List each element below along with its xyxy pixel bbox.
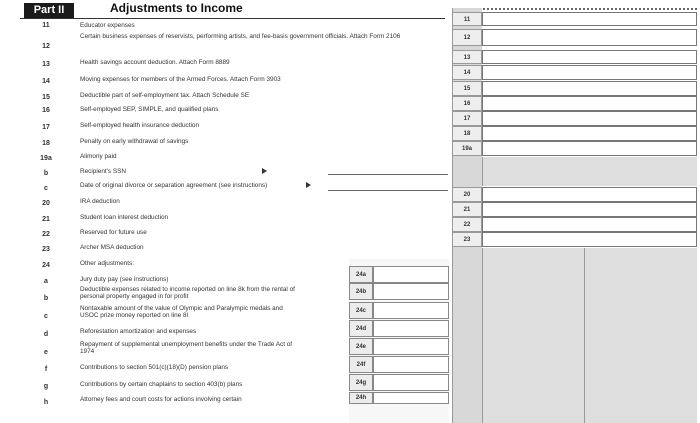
line-22-amount-field[interactable]	[482, 217, 697, 232]
line-num: 16	[42, 107, 50, 114]
subline-number-box: 24e	[349, 338, 373, 355]
line-label: Self-employed SEP, SIMPLE, and qualified plans	[80, 106, 219, 113]
line-label: Date of original divorce or separation agreement (see instructions)	[80, 182, 268, 189]
line-num: c	[44, 313, 48, 320]
line-num: h	[43, 399, 49, 406]
line-label: Jury duty pay (see instructions)	[80, 276, 169, 283]
line-label: Certain business expenses of reservists, performing artists, and fee-basis government officials. Attach Form 2106	[80, 33, 401, 40]
arrow-right-icon	[306, 182, 311, 188]
line-num: e	[44, 349, 48, 356]
line-num: f	[44, 366, 48, 373]
line-label: Contributions by certain chaplains to section 403(b) plans	[80, 381, 243, 388]
line-11-amount-field[interactable]	[482, 12, 697, 26]
right-line-number: 17	[452, 111, 482, 126]
column-divider	[584, 248, 585, 423]
line-label: Educator expenses	[80, 22, 135, 29]
line-label: Deductible part of self-employment tax. Attach Schedule SE	[80, 92, 250, 99]
right-line-number: 21	[452, 202, 482, 217]
right-line-number: 22	[452, 217, 482, 232]
line-24e-field[interactable]	[373, 338, 449, 355]
shaded-area	[482, 248, 697, 423]
line-label: Contributions to section 501(c)(18)(D) pension plans	[80, 364, 229, 371]
line-label: Nontaxable amount of the value of Olympic and Paralympic medals and USOC prize money reported on line 8l	[80, 305, 283, 320]
line-15-amount-field[interactable]	[482, 81, 697, 96]
line-num: b	[43, 170, 49, 177]
subline-number-box: 24c	[349, 302, 373, 319]
line-num: 20	[42, 200, 50, 207]
line-num: 24	[42, 262, 50, 269]
line-num: a	[44, 278, 48, 285]
line-label: Health savings account deduction. Attach Form 8889	[80, 59, 230, 66]
divorce-date-field[interactable]	[328, 190, 448, 191]
line-label: Repayment of supplemental unemployment benefits under the Trade Act of 1974	[80, 341, 293, 356]
line-label: Self-employed health insurance deduction	[80, 122, 200, 129]
line-num: 15	[42, 94, 50, 101]
right-line-number: 14	[452, 65, 482, 80]
line-label: Archer MSA deduction	[80, 244, 144, 251]
right-line-number: 15	[452, 81, 482, 96]
right-line-number: 18	[452, 126, 482, 141]
line-16-amount-field[interactable]	[482, 96, 697, 111]
subline-number-box: 24d	[349, 320, 373, 337]
right-line-number: 11	[452, 12, 482, 26]
line-num: 21	[42, 216, 50, 223]
line-label: Reforestation amortization and expenses	[80, 328, 197, 335]
line-num: 22	[42, 231, 50, 238]
line-label: Alimony paid	[80, 153, 117, 160]
line-num: 11	[42, 22, 50, 29]
line-num: 23	[42, 246, 50, 253]
part-label: Part II	[24, 3, 74, 18]
right-line-number: 12	[452, 29, 482, 46]
line-num: g	[43, 383, 49, 390]
line-24c-field[interactable]	[373, 302, 449, 319]
line-24b-field[interactable]	[373, 283, 449, 300]
arrow-right-icon	[262, 168, 267, 174]
subline-number-box: 24h	[349, 392, 373, 404]
recipient-ssn-field[interactable]	[328, 174, 448, 175]
right-line-number: 20	[452, 187, 482, 202]
line-num: 14	[42, 78, 50, 85]
line-24f-field[interactable]	[373, 356, 449, 373]
line-24d-field[interactable]	[373, 320, 449, 337]
section-title: Adjustments to Income	[110, 1, 243, 15]
line-23-amount-field[interactable]	[482, 232, 697, 247]
line-num: 19a	[40, 155, 52, 162]
line-label: Other adjustments:	[80, 260, 134, 267]
line-num: 13	[42, 61, 50, 68]
line-num: d	[43, 331, 49, 338]
header-rule	[20, 18, 445, 19]
line-num: 12	[42, 43, 50, 50]
line-label: Moving expenses for members of the Armed Forces. Attach Form 3903	[80, 76, 281, 83]
line-label: Student loan interest deduction	[80, 214, 169, 221]
line-21-amount-field[interactable]	[482, 202, 697, 217]
line-24g-field[interactable]	[373, 374, 449, 391]
right-line-number: 23	[452, 232, 482, 247]
line-12-amount-field[interactable]	[482, 29, 697, 46]
line-14-amount-field[interactable]	[482, 65, 697, 80]
subline-number-box: 24f	[349, 356, 373, 373]
subline-number-box: 24b	[349, 283, 373, 300]
line-num: b	[43, 295, 49, 302]
line-label: Attorney fees and court costs for actions involving certain	[80, 396, 242, 403]
line-label: Penalty on early withdrawal of savings	[80, 138, 189, 145]
line-18-amount-field[interactable]	[482, 126, 697, 141]
subline-number-box: 24a	[349, 266, 373, 283]
shaded-area	[482, 157, 697, 186]
line-label: Recipient's SSN	[80, 168, 126, 175]
line-label: IRA deduction	[80, 198, 120, 205]
right-line-number: 13	[452, 50, 482, 64]
subline-number-box: 24g	[349, 374, 373, 391]
line-num: 17	[42, 124, 50, 131]
line-label: Deductible expenses related to income reported on line 8k from the rental of personal property engaged in for profit	[80, 286, 295, 301]
line-19a-amount-field[interactable]	[482, 141, 697, 156]
line-20-amount-field[interactable]	[482, 187, 697, 202]
line-24h-field[interactable]	[373, 392, 449, 404]
right-line-number: 19a	[452, 141, 482, 156]
line-13-amount-field[interactable]	[482, 50, 697, 64]
line-17-amount-field[interactable]	[482, 111, 697, 126]
line-24a-field[interactable]	[373, 266, 449, 283]
header-rule-right	[452, 8, 697, 10]
line-num: c	[44, 185, 48, 192]
right-line-number: 16	[452, 96, 482, 111]
line-num: 18	[42, 140, 50, 147]
line-label: Reserved for future use	[80, 229, 147, 236]
